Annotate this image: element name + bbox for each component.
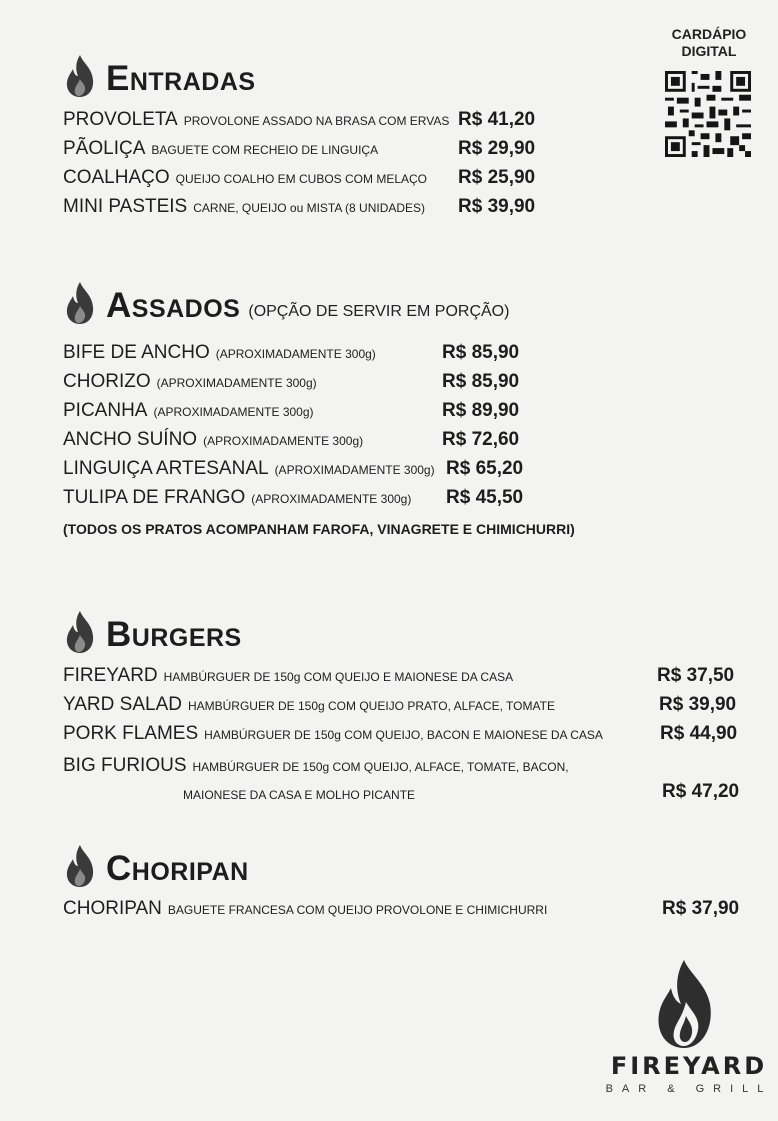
menu-item bbox=[63, 428, 363, 453]
item-description: (APROXIMADAMENTE 300g) bbox=[215, 347, 376, 361]
item-name: PICANHA bbox=[63, 400, 148, 421]
menu-item bbox=[63, 897, 547, 922]
item-name: PROVOLETA bbox=[63, 109, 178, 130]
item-name: ANCHO SUÍNO bbox=[63, 429, 198, 450]
item-description: (APROXIMADAMENTE 300g) bbox=[156, 376, 317, 390]
item-description: (APROXIMADAMENTE 300g) bbox=[153, 405, 314, 419]
item-name: FIREYARD bbox=[63, 665, 158, 686]
logo-subtitle: BAR & GRILL bbox=[605, 1083, 773, 1095]
menu-item bbox=[63, 137, 378, 162]
menu-item bbox=[63, 457, 435, 482]
item-description: BAGUETE COM RECHEIO DE LINGUIÇA bbox=[151, 143, 379, 157]
qr-label-line2: DIGITAL bbox=[681, 43, 737, 59]
item-price: R$ 41,20 bbox=[458, 109, 536, 130]
item-name: MINI PASTEIS bbox=[63, 196, 188, 217]
flame-icon bbox=[62, 610, 98, 654]
item-name: PORK FLAMES bbox=[63, 723, 199, 744]
menu-item-continued bbox=[183, 782, 415, 807]
item-price: R$ 25,90 bbox=[458, 167, 536, 188]
item-description: HAMBÚRGUER DE 150g COM QUEIJO, BACON E MAIONESE DA CASA bbox=[204, 728, 603, 742]
menu-item bbox=[63, 341, 376, 366]
qr-label-line1: CARDÁPIO bbox=[671, 26, 747, 42]
flame-icon bbox=[62, 281, 98, 325]
item-name: CHORIPAN bbox=[63, 898, 162, 919]
flame-icon bbox=[62, 844, 98, 888]
item-name: BIG FURIOUS bbox=[63, 755, 187, 776]
item-description: PROVOLONE ASSADO NA BRASA COM ERVAS bbox=[183, 114, 450, 128]
section-title-burgers: Burgers bbox=[106, 615, 242, 654]
item-description: MAIONESE DA CASA E MOLHO PICANTE bbox=[183, 788, 416, 802]
menu-item bbox=[63, 370, 317, 395]
item-price: R$ 37,50 bbox=[657, 665, 735, 686]
section-title-assados: Assados bbox=[106, 286, 241, 325]
item-name: YARD SALAD bbox=[63, 694, 182, 715]
item-description: (APROXIMADAMENTE 300g) bbox=[251, 492, 412, 506]
item-description: (APROXIMADAMENTE 300g) bbox=[203, 434, 364, 448]
item-description: BAGUETE FRANCESA COM QUEIJO PROVOLONE E CHIMICHURRI bbox=[167, 903, 548, 917]
item-name: LINGUIÇA ARTESANAL bbox=[63, 458, 269, 479]
menu-item bbox=[63, 754, 569, 779]
item-price: R$ 37,90 bbox=[662, 898, 740, 919]
item-price: R$ 45,50 bbox=[446, 487, 524, 508]
flame-icon bbox=[62, 54, 98, 98]
item-name: TULIPA DE FRANGO bbox=[63, 487, 246, 508]
qr-label bbox=[650, 26, 768, 60]
menu-item bbox=[63, 664, 513, 689]
qr-code-icon[interactable] bbox=[665, 71, 751, 157]
item-name: CHORIZO bbox=[63, 371, 151, 392]
section-note-assados: (OPÇÃO DE SERVIR EM PORÇÃO) bbox=[248, 303, 510, 320]
item-price: R$ 39,90 bbox=[659, 694, 737, 715]
item-description: HAMBÚRGUER DE 150g COM QUEIJO, ALFACE, TOMATE, BACON, bbox=[192, 760, 569, 774]
menu-item bbox=[63, 399, 314, 424]
menu-item bbox=[63, 195, 425, 220]
item-price: R$ 29,90 bbox=[458, 138, 536, 159]
menu-item bbox=[63, 108, 449, 133]
item-description: (APROXIMADAMENTE 300g) bbox=[274, 463, 435, 477]
section-header-assados bbox=[62, 281, 509, 325]
item-description: HAMBÚRGUER DE 150g COM QUEIJO PRATO, ALFACE, TOMATE bbox=[187, 699, 555, 713]
menu-item bbox=[63, 722, 603, 747]
section-header-choripan bbox=[62, 844, 249, 888]
item-description: HAMBÚRGUER DE 150g COM QUEIJO E MAIONESE DA CASA bbox=[163, 670, 514, 684]
logo-name: FIREYARD bbox=[610, 1052, 768, 1080]
item-name: COALHAÇO bbox=[63, 167, 170, 188]
section-header-entradas bbox=[62, 54, 256, 98]
item-price: R$ 47,20 bbox=[662, 781, 740, 802]
section-title-choripan: Choripan bbox=[106, 849, 249, 888]
item-description: CARNE, QUEIJO ou MISTA (8 UNIDADES) bbox=[193, 201, 426, 215]
item-description: QUEIJO COALHO EM CUBOS COM MELAÇO bbox=[175, 172, 428, 186]
assados-footnote: (TODOS OS PRATOS ACOMPANHAM FAROFA, VINAGRETE E CHIMICHURRI) bbox=[63, 521, 575, 537]
section-header-burgers bbox=[62, 610, 242, 654]
item-price: R$ 72,60 bbox=[442, 429, 520, 450]
item-price: R$ 85,90 bbox=[442, 371, 520, 392]
item-price: R$ 89,90 bbox=[442, 400, 520, 421]
item-name: BIFE DE ANCHO bbox=[63, 342, 210, 363]
item-name: PÃOLIÇA bbox=[63, 138, 146, 159]
menu-item bbox=[63, 166, 427, 191]
menu-item bbox=[63, 486, 411, 511]
item-price: R$ 65,20 bbox=[446, 458, 524, 479]
item-price: R$ 85,90 bbox=[442, 342, 520, 363]
menu-item bbox=[63, 693, 555, 718]
section-title-entradas: Entradas bbox=[106, 59, 256, 98]
flame-logo-icon bbox=[650, 958, 722, 1050]
item-price: R$ 39,90 bbox=[458, 196, 536, 217]
item-price: R$ 44,90 bbox=[660, 723, 738, 744]
